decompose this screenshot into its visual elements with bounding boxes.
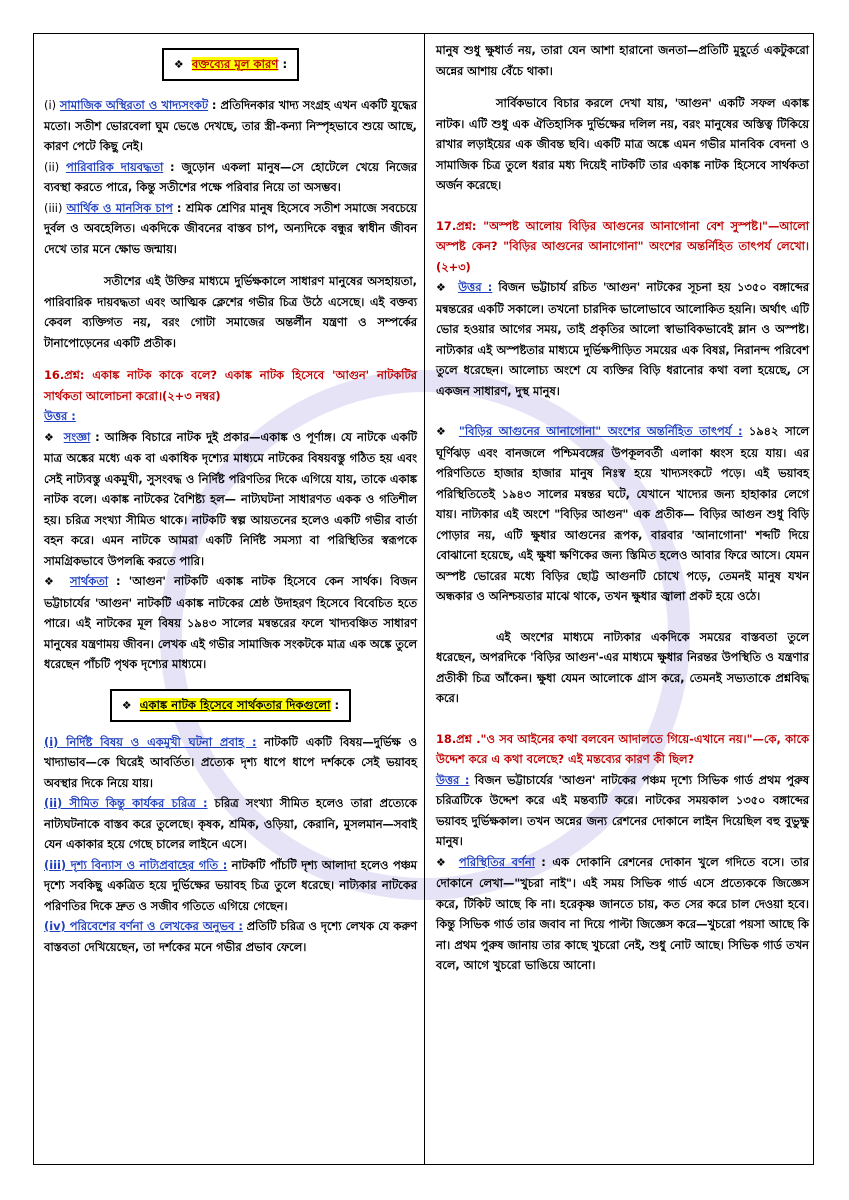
answer-label: উত্তর :: [436, 772, 470, 787]
subheading: পারিবারিক দায়বদ্ধতা: [65, 159, 164, 174]
diamond-icon: ❖: [44, 430, 55, 444]
diamond-icon: ❖: [121, 698, 132, 712]
diamond-icon: ❖: [436, 855, 449, 869]
subheading: পরিস্থিতির বর্ণনা: [458, 854, 535, 869]
paragraph: (iii) দৃশ্য বিন্যাস ও নাট্যপ্রবাহের গতি : নাটকটি পাঁচটি দৃশ্য আলাদা হলেও পঞ্চম দৃশ্যে সবকিছু একত্রিত হয়ে দুর্ভিক্ষের ভয়াবহ চিত্র তুলে ধরেছে। নাট্যকার নাটকের পরিণতির দিকে দ্রুত ও সজীব গতিতে এগিয়ে গেছেন।: [44, 857, 417, 913]
paragraph: (i) সামাজিক অস্থিরতা ও খাদ্যসংকট : প্রতিদিনকার খাদ্য সংগ্রহ এখন একটি যুদ্ধের মতো। সতীশ ভোরবেলা ঘুম ভেঙে দেখছে, তার স্ত্রী-কন্যা নিস্পৃহভাবে শুয়ে আছে, কারণ পেটে কিছু নেই।: [44, 98, 417, 153]
conclusion-paragraph: সতীশের এই উক্তির মাধ্যমে দুর্ভিক্ষকালে সাধারণ মানুষের অসহায়তা, পারিবারিক দায়বদ্ধতা এবং আত্মিক ক্লেশের গভীর চিত্র উঠে এসেছে। এই বক্তব্য কেবল ব্যক্তিগত নয়, বরং গোটা সমাজের অন্তর্লীন যন্ত্রণা ও সম্পর্কের টানাপোড়েনের একটি প্রতীক।: [44, 274, 417, 350]
paragraph: উত্তর : বিজন ভট্টাচার্যের 'আগুন' নাটকের পঞ্চম দৃশ্যে সিভিক গার্ড প্রথম পুরুষ চরিত্রটিকে উদ্দেশ করে এই মন্তব্যটি করে। নাটকের সময়কাল ১৩৫০ বঙ্গাব্দের ভয়াবহ দুর্ভিক্ষকাল। তখন অন্নের জন্য রেশনের দোকানে লাইন দিয়েছিল বহু বুভুক্ষু মানুষ।: [436, 772, 810, 848]
diamond-icon: ❖: [173, 58, 184, 71]
subheading: (iii) দৃশ্য বিন্যাস ও নাট্যপ্রবাহের গতি :: [44, 857, 228, 872]
paragraph: (iv) পরিবেশের বর্ণনা ও লেখকের অনুভব : প্রতিটি চরিত্র ও দৃশ্যে লেখক যে করুণ বাস্তবতা দেখিয়েছেন, তা দর্শকের মনে গভীর প্রভাব ফেলে।: [44, 919, 417, 954]
diamond-icon: ❖: [436, 425, 449, 438]
subheading: সার্থকতা: [70, 574, 109, 588]
column-divider: [424, 34, 425, 1164]
section-box-main-reason: ❖ বক্তব্যের মূল কারণ :: [162, 48, 299, 81]
subheading: "বিড়ির আগুনের আনাগোনা" অংশের অন্তর্নিহিত তাৎপর্য :: [458, 424, 743, 438]
paragraph: ❖ পরিস্থিতির বর্ণনা : এক দোকানি রেশনের দোকান খুলে গদিতে বসে। তার দোকানে লেখা—"খুচরা নাই"। এই সময় সিভিক গার্ড এসে প্রত্যেককে জিজ্ঞেস করে, টিকিট আছে কি না। হরেকৃষ্ণ জানতে চায়, কত সের করে চাল দেওয়া হবে। কিন্তু সিভিক গার্ড তার জবাব না দিয়ে পাল্টা জিজ্ঞেস করে—খুচরো পয়সা আছে কি না। প্রথম পুরুষ জানায় তার কাছে খুচরো নেই, শুধু নোট আছে। সিভিক গার্ড তখন বলে, আগে খুচরো ভাঙিয়ে আনো।: [436, 854, 810, 972]
box-title: একাঙ্ক নাটক হিসেবে সার্থকতার দিকগুলো: [139, 697, 331, 712]
subheading: (iv) পরিবেশের বর্ণনা ও লেখকের অনুভব :: [44, 919, 243, 933]
subheading: আর্থিক ও মানসিক চাপ: [66, 200, 173, 215]
paragraph: ❖ "বিড়ির আগুনের আনাগোনা" অংশের অন্তর্নিহিত তাৎপর্য : ১৯৪২ সালে ঘূর্ণিঝড় এবং বানজলে পশ্চিমবঙ্গের উপকূলবর্তী এলাকা ধ্বংস হয়ে যায়। এর পরিণতিতে হাজার হাজার মানুষ নিঃস্ব হয়ে খাদ্যসংকটে পড়ে। এই ভয়াবহ পরিস্থিতিতেই ১৯৪৩ সালের মন্বন্তর ঘটে, যেখানে খাদ্যের জন্য হাহাকার লেগে যায়। নাট্যকার এই অংশে "বিড়ির আগুন" এক প্রতীক— বিড়ির আগুন শুধু বিড়ি পোড়ার নয়, এটি ক্ষুধার আগুনের রূপক, বারবার 'আনাগোনা' শব্দটি দিয়ে বোঝানো হয়েছে, এই ক্ষুধা ক্ষণিকের জন্য স্তিমিত হলেও আবার ফিরে আসে। যেমন অস্পষ্ট ভোরের মধ্যে বিড়ির ছোট্ট আগুনটি চোখে পড়ে, তেমনই মানুষ যখন অন্ধকার ও অনিশ্চয়তার মাঝে থাকে, তখন ক্ষুধার জ্বালা প্রকট হয়ে ওঠে।: [436, 424, 810, 603]
paragraph: (ii) সীমিত কিন্তু কার্যকর চরিত্র : চরিত্র সংখ্যা সীমিত হলেও তারা প্রত্যেকে নাট্যঘটনাকে বাস্তব করে তুলেছে। কৃষক, শ্রমিক, ওড়িয়া, কেরানি, মুসলমান—সবাই যেন একাকার হয়ে গেছে চালের লাইনে এসে।: [44, 796, 418, 851]
paragraph: মানুষ শুধু ক্ষুধার্ত নয়, তারা যেন আশা হারানো জনতা—প্রতিটি মুহূর্তে একটুকরো অন্নের আশায় বেঁচে থাকা।: [436, 43, 809, 78]
right-column: [436, 40, 809, 976]
section-box-features: ❖ একাঙ্ক নাটক হিসেবে সার্থকতার দিকগুলো :: [110, 689, 351, 722]
diamond-icon: ❖: [44, 575, 59, 588]
subheading: সংজ্ঞা: [63, 429, 91, 444]
paragraph: ❖ সংজ্ঞা : আঙ্গিক বিচারে নাটক দুই প্রকার—একাঙ্ক ও পূর্ণাঙ্গ। যে নাটকে একটি মাত্র অঙ্কের মধ্যে এক বা একাধিক দৃশ্যের মাধ্যমে নাটকের বিষয়বস্তু গঠিত হয় এবং সেই নাট্যবস্তু একমুখী, সুসংবদ্ধ ও নির্দিষ্ট পরিণতির দিকে এগিয়ে যায়, তাকে একাঙ্ক নাটক বলে। একাঙ্ক নাটকের বৈশিষ্ট্য হল— নাট্যঘটনা সাধারণত একক ও গতিশীল হয়। চরিত্র সংখ্যা সীমিত থাকে। নাটকটি স্বল্প আয়তনের হলেও একটি গভীর বার্তা বহন করে। এমন নাটকে আমরা একটি নির্দিষ্ট সমস্যা বা পরিস্থিতির স্বরূপকে সামগ্রিকভাবে উপলব্ধি করতে পারি।: [44, 429, 418, 568]
answer-label: উত্তর :: [44, 409, 76, 423]
question-16: 16.প্রশ্ন: একাঙ্ক নাটক কাকে বলে? একাঙ্ক নাটক হিসেবে 'আগুন' নাটকটির সার্থকতা আলোচনা করো।(২+৩ নম্বর): [44, 368, 417, 403]
diamond-icon: ❖: [436, 281, 449, 294]
box-title: বক্তব্যের মূল কারণ: [191, 57, 279, 71]
paragraph: (iii) আর্থিক ও মানসিক চাপ : শ্রমিক শ্রেণির মানুষ হিসেবে সতীশ সমাজে সবচেয়ে দুর্বল ও অবহেলিত। একদিকে জীবনের বাস্তব চাপ, অন্যদিকে বন্ধুর স্বাধীন জীবন দেখে তার মনে ক্ষোভ জন্মায়।: [44, 200, 418, 256]
subheading: (ii) সীমিত কিন্তু কার্যকর চরিত্র :: [44, 796, 208, 810]
paragraph: সার্বিকভাবে বিচার করলে দেখা যায়, 'আগুন' একটি সফল একাঙ্ক নাটক। এটি শুধু এক ঐতিহাসিক দুর্ভিক্ষের দলিল নয়, বরং মানুষের অস্তিত্ব টিকিয়ে রাখার লড়াইয়ের এক জীবন্ত ছবি। একটি মাত্র অঙ্কে এমন গভীর মানবিক বেদনা ও সামাজিক চিত্র তুলে ধরার মধ্য দিয়েই নাটকটি তার একাঙ্ক নাটক হিসেবে সার্থকতা অর্জন করেছে।: [436, 96, 809, 192]
left-column: [44, 40, 417, 957]
subheading: (i) নির্দিষ্ট বিষয় ও একমুখী ঘটনা প্রবাহ :: [44, 734, 257, 749]
paragraph: (i) নির্দিষ্ট বিষয় ও একমুখী ঘটনা প্রবাহ : নাটকটি একটি বিষয়—দুর্ভিক্ষ ও খাদ্যাভাব—কে ঘিরেই আবর্তিত। প্রত্যেক দৃশ্য ধাপে ধাপে দর্শককে সেই ভয়াবহ অবস্থার দিকে নিয়ে যায়।: [44, 734, 418, 790]
paragraph: ❖ উত্তর : বিজন ভট্টাচার্য রচিত 'আগুন' নাটকের সূচনা হয় ১৩৫০ বঙ্গাব্দের মন্বন্তরের একটি সকালে। তখনো চারদিক ভালোভাবে আলোকিত হয়নি। অর্থাৎ এটি ভোর হওয়ার আগের সময়, তাই প্রকৃতির আলো স্বাভাবিকভাবেই ম্লান ও অস্পষ্ট। নাট্যকার এই অস্পষ্টতার মাধ্যমে দুর্ভিক্ষপীড়িত সময়ের এক বিষণ্ণ, নিরানন্দ পরিবেশ তুলে ধরেছেন। আলোচ্য অংশে যে ব্যক্তির বিড়ি ধরানোর কথা বলা হয়েছে, সে একজন সাধারণ, দুস্থ মানুষ।: [436, 280, 809, 398]
paragraph: (ii) পারিবারিক দায়বদ্ধতা : জুড়োন একলা মানুষ—সে হোটেলে খেয়ে নিজের ব্যবস্থা করতে পারে, কিন্তু সতীশের পক্ষে পরিবার নিয়ে তা অসম্ভব।: [44, 159, 418, 194]
question-17: 17.প্রশ্ন: "অস্পষ্ট আলোয় বিড়ির আগুনের আনাগোনা বেশ সুস্পষ্ট।"—আলো অস্পষ্ট কেন? "বিড়ির আগুনের আনাগোনা" অংশের অন্তর্নিহিত তাৎপর্য লেখো। (২+৩): [436, 218, 809, 274]
paragraph: এই অংশের মাধ্যমে নাট্যকার একদিকে সময়ের বাস্তবতা তুলে ধরেছেন, অপরদিকে 'বিড়ির আগুন'-এর মাধ্যমে ক্ষুধার নিরন্তর উপস্থিতি ও যন্ত্রণার প্রতীকী চিত্র আঁকেন। ক্ষুধা যেমন আলোকে গ্রাস করে, তেমনই সভ্যতাকে প্রশ্নবিদ্ধ করে।: [436, 629, 809, 705]
answer-label: উত্তর :: [458, 280, 493, 294]
paragraph: ❖ সার্থকতা : 'আগুন' নাটকটি একাঙ্ক নাটক হিসেবে কেন সার্থক। বিজন ভট্টাচার্যের 'আগুন' নাটকটি একাঙ্ক নাটকের শ্রেষ্ঠ উদাহরণ হিসেবে বিবেচিত হতে পারে। এই নাটকের মূল বিষয় ১৯৪৩ সালের মন্বন্তরের ফলে খাদ্যবঞ্চিত সাধারণ মানুষের যন্ত্রণাময় জীবন। লেখক এই গভীর সামাজিক সংকটকে মাত্র এক অঙ্কে তুলে ধরেছেন পাঁচটি পৃথক দৃশ্যের মাধ্যমে।: [44, 574, 418, 671]
subheading: সামাজিক অস্থিরতা ও খাদ্যসংকট: [59, 98, 209, 112]
question-18: 18.প্রশ্ন ."ও সব আইনের কথা বলবেন আদালতে গিয়ে-এখানে নয়।"—কে, কাকে উদ্দেশ করে এ কথা বলেছে? এই মন্তব্যের কারণ কী ছিল?: [436, 731, 809, 766]
